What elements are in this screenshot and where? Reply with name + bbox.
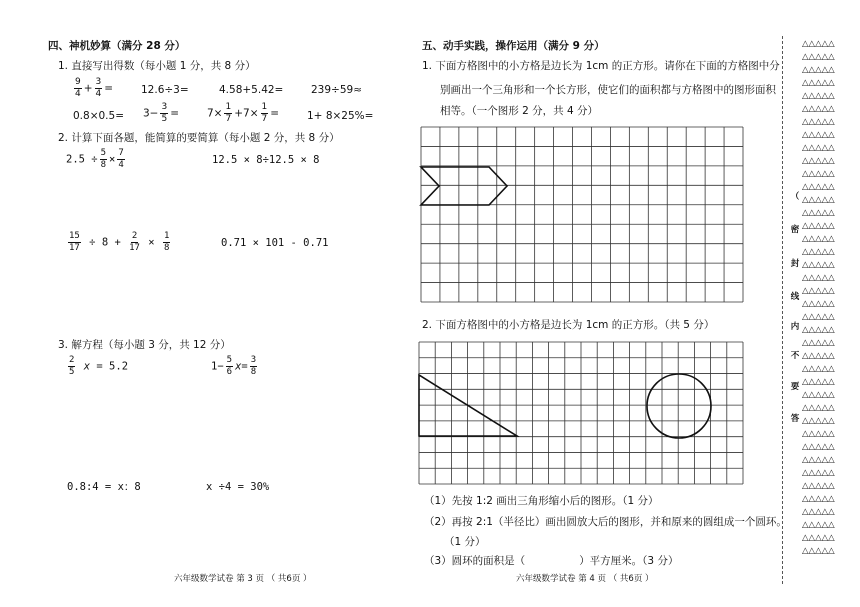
q3-title: 3. 解方程（每小题 3 分，共 12 分） (58, 339, 231, 351)
section5-title: 五、动手实践，操作运用（满分 9 分） (422, 40, 605, 52)
q1-item-f: 3− $\frac{3}{5}$ = (143, 102, 180, 124)
sub-question-3: （3）圆环的面积是（ ）平方厘米。（3 分） (424, 555, 679, 567)
arrow-pentagon-shape (421, 167, 507, 205)
grid-1-lines (421, 127, 743, 302)
sub-question-1: （1）先按 1:2 画出三角形缩小后的图形。（1 分） (424, 495, 659, 507)
q1-item-h: 1+ 8×25%= (307, 110, 374, 122)
q3-item-d: x ÷4 = 30% (206, 481, 270, 493)
left-page-footer: 六年级数学试卷 第 3 页 （ 共6页 ） (174, 574, 312, 584)
q2-item-b: 12.5 × 8÷12.5 × 8 (212, 154, 320, 166)
grid-1 (421, 127, 743, 302)
p1-text-line1: 1. 下面方格图中的小方格是边长为 1cm 的正方形。请你在下面的方格图中分 (422, 60, 780, 72)
seal-char-5: 不 (790, 351, 800, 361)
seal-char-0: （ (790, 192, 800, 202)
q2-item-c: $\frac{15}{17}$ ÷ 8 + $\frac{2}{17}$ × $\frac{1}{8}$ (69, 231, 170, 253)
q1-item-b: 12.6÷3= (141, 84, 189, 96)
right-page-footer: 六年级数学试卷 第 4 页 （ 共6页 ） (516, 574, 654, 584)
q1-item-d: 239÷59≈ (311, 84, 362, 96)
q1-item-c: 4.58+5.42= (219, 84, 284, 96)
p1-text-line2: 别画出一个三角形和一个长方形，使它们的面积都与方格图中的图形面积 (440, 84, 776, 96)
q2-item-d: 0.71 × 101 - 0.71 (221, 237, 329, 249)
seal-char-1: 密 (790, 225, 800, 235)
seal-char-6: 要 (790, 382, 800, 392)
p1-text-line3: 相等。（一个图形 2 分，共 4 分） (440, 105, 598, 117)
grid-2-lines (419, 342, 743, 484)
q3-item-a: $\frac{2}{5}$ x = 5.2 (69, 355, 129, 377)
triangle-pattern-column: △△△△△ △△△△△ △△△△△ △△△△△ △△△△△ △△△△△ △△△△△ △△△△△ △△△△△ △△△△△ △△△△△ △△△△△ △△△△△ △△△△△ △△△△△ △△△△△ △△△△△ △△△△△ △△△△△ △△△△△ △△△△△ △△△△△ △△△△△ △△△△△ △△△△△ △△△△△ △△△△△ △△△△△ △△△△△ △△△△△ △△△△△ △△△△△ △△△△△ △△△△△ △△△△△ △△△△△ △△△△△ △△△△△ △△△△△ △△△△△ (802, 39, 835, 556)
seal-char-3: 线 (790, 292, 800, 302)
sub-question-2: （2）再按 2:1（半径比）画出圆放大后的图形，并和原来的圆组成一个圆环。 (424, 516, 787, 528)
seal-char-7: 答 (790, 414, 800, 424)
seal-char-4: 内 (790, 322, 800, 332)
grid-2 (419, 342, 743, 484)
q2-item-a: 2.5 ÷ $\frac{5}{8}$ × $\frac{7}{4}$ (66, 148, 124, 170)
p2-title: 2. 下面方格图中的小方格是边长为 1cm 的正方形。（共 5 分） (422, 319, 715, 331)
q1-item-a: $\frac{9}{4}$ + $\frac{3}{4}$ = (75, 77, 114, 99)
circle-shape (647, 374, 711, 438)
q1-title: 1. 直接写出得数（每小题 1 分，共 8 分） (58, 60, 256, 72)
q3-item-b: 1− $\frac{5}{6}$ x= $\frac{3}{8}$ (211, 355, 257, 377)
q1-item-e: 0.8×0.5= (73, 110, 124, 122)
q1-item-g: 7× $\frac{1}{7}$ +7× $\frac{1}{7}$ = (207, 102, 280, 124)
seal-char-2: 封 (790, 259, 800, 269)
section4-title: 四、神机妙算（满分 28 分） (48, 40, 186, 52)
seal-dashed-line (782, 36, 783, 584)
q3-item-c: 0.8:4 = x：8 (67, 481, 141, 493)
q2-title: 2. 计算下面各题，能简算的要简算（每小题 2 分，共 8 分） (58, 132, 340, 144)
sub-question-2-score: （1 分） (444, 536, 486, 548)
